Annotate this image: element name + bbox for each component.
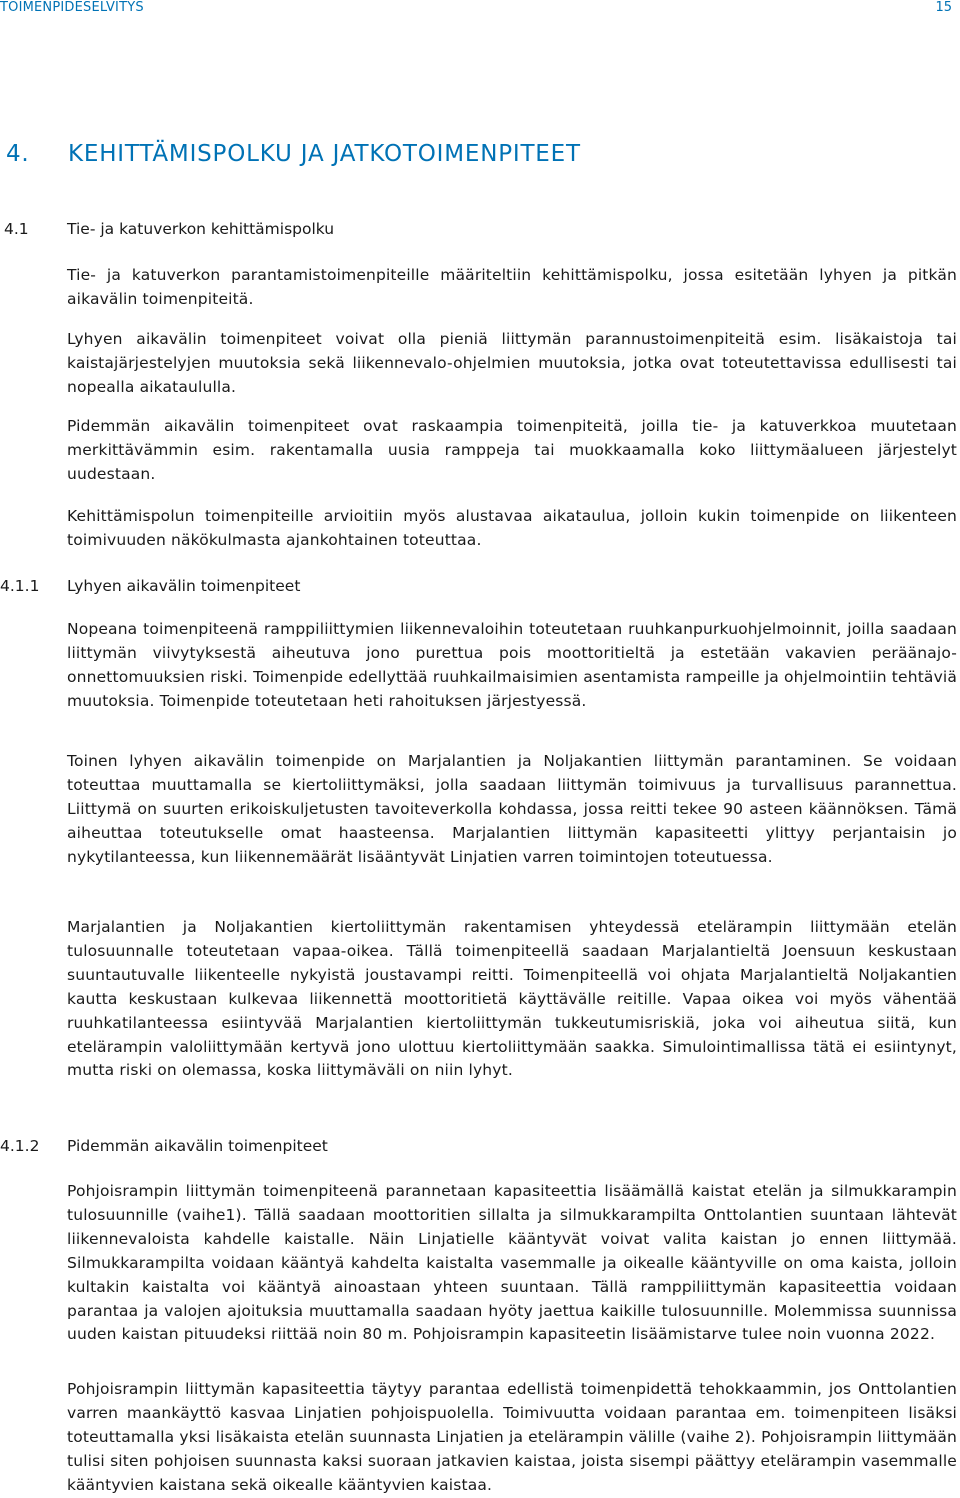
- paragraph: Marjalantien ja Noljakantien kiertoliittymän rakentamisen yhteydessä etelärampin liittymään etelän tulosuunnalle toteutetaan vapaa-oikea. Tällä toimenpiteellä saadaan Marjalantieltä Joensuun keskustaan suuntautuvalle liikenteelle nykyistä joustavampi reitti. Toimenpiteellä voi ohjata Marjalantieltä Noljakantien kautta keskustaan kulkevaa liikennettä moottoritietä käyttävälle reitille. Vapaa oikea voi myös vähentää ruuhkatilanteessa esiintyvää Marjalantien kiertoliittymän tukkeutumisriskiä, joka voi aiheutua siitä, kun etelärampin valoliittymään kertyvä jono ulottuu kiertoliittymään saakka. Simulointimallissa tätä ei esiintynyt, mutta riski on olemassa, koska liittymäväli on niin lyhyt.: [67, 918, 957, 1080]
- paragraph: Pohjoisrampin liittymän toimenpiteenä parannetaan kapasiteettia lisäämällä kaistat etelän ja silmukkarampin tulosuunnille (vaihe1). Tällä saadaan moottoritien sillalta ja silmukkarampilta Onttolantien suuntaan lähtevät liikennevaloista kahdelle kaistalle. Näin Linjatielle kääntyvät voivat valita kaistan jo ennen liittymää. Silmukkarampilta voidaan kääntyä kahdelta kaistalta vasemmalle ja oikealle kääntyville on oma kaista, jolloin kultakin kaistalta voi kääntyä ainoastaan yhteen suuntaan. Tällä ramppiliittymän kapasiteettia voidaan parantaa ja valojen ajoituksia muuttamalla saadaan hyöty jaettua kaikille tulosuunnille. Molemmissa suunnissa uuden kaistan pituudeksi riittää noin 80 m. Pohjoisrampin kapasiteetin lisäämistarve tulee noin vuonna 2022.: [67, 1182, 957, 1344]
- paragraph: Tie- ja katuverkon parantamistoimenpiteille määriteltiin kehittämispolku, jossa esitetään lyhyen ja pitkän aikavälin toimenpiteitä.: [67, 266, 957, 308]
- paragraph: Pidemmän aikavälin toimenpiteet ovat raskaampia toimenpiteitä, joilla tie- ja katuverkkoa muutetaan merkittävämmin esim. rakentamalla uusia ramppeja tai muokkaamalla koko liittymäalueen järjestelyt uudestaan.: [67, 417, 957, 483]
- chapter-heading: [6, 140, 581, 168]
- paragraph: Kehittämispolun toimenpiteille arvioitiin myös alustavaa aikataulua, jolloin kukin toimenpide on liikenteen toimivuuden näkökulmasta ajankohtainen toteuttaa.: [67, 507, 957, 549]
- section-number: 4.1.1: [0, 577, 40, 595]
- section-number: 4.1.2: [0, 1137, 40, 1155]
- section-heading-4-1-2: [0, 1136, 328, 1156]
- chapter-title: KEHITTÄMISPOLKU JA JATKOTOIMENPITEET: [68, 141, 581, 167]
- section-heading-4-1: [4, 219, 334, 239]
- chapter-number: 4.: [6, 141, 30, 167]
- section-number: 4.1: [4, 220, 29, 238]
- section-title: Tie- ja katuverkon kehittämispolku: [67, 220, 335, 238]
- section-title: Pidemmän aikavälin toimenpiteet: [67, 1137, 328, 1155]
- paragraph: Toinen lyhyen aikavälin toimenpide on Marjalantien ja Noljakantien liittymän parantaminen. Se voidaan toteuttaa muuttamalla se kiertoliittymäksi, jolla saadaan liittymän toimivuus ja turvallisuus parannettua. Liittymä on suurten erikoiskuljetusten tavoiteverkolla kohdassa, jossa reitti tekee 90 asteen käännöksen. Tämä aiheuttaa toteutukselle omat haasteensa. Marjalantien liittymän kapasiteetti ylittyy perjantaisin jo nykytilanteessa, kun liikennemäärät lisääntyvät Linjatien varren toimintojen toteutuessa.: [67, 752, 957, 866]
- page-number: 15: [935, 0, 952, 15]
- paragraph: Pohjoisrampin liittymän kapasiteettia täytyy parantaa edellistä toimenpidettä tehokkaammin, jos Onttolantien varren maankäyttö kasvaa Linjatien pohjoispuolella. Toimivuutta voidaan parantaa em. toimenpiteen lisäksi toteuttamalla yksi lisäkaista etelän suunnasta Linjatien ja etelärampin välille (vaihe 2). Pohjoisrampin liittymään tulisi siten pohjoisen suunnasta kaksi suoraan jatkavien kaistaa, joista sisempi päättyy etelärampin vasemmalle kääntyvien kaistana sekä oikealle kääntyvien kaistaa.: [67, 1380, 957, 1494]
- section-title: Lyhyen aikavälin toimenpiteet: [67, 577, 301, 595]
- paragraph: Nopeana toimenpiteenä ramppiliittymien liikennevaloihin toteutetaan ruuhkanpurkuohjelmoinnit, joilla saadaan liittymän viivytyksestä aiheutuva jono purettua pois moottoritieltä ja estetään vakavien peräänajo-onnettomuuksien riski. Toimenpide edellyttää ruuhkailmaisimien asentamista rampeille ja ohjelmointiin tehtäviä muutoksia. Toimenpide toteutetaan heti rahoituksen järjestyessä.: [67, 620, 957, 710]
- section-heading-4-1-1: [0, 576, 300, 596]
- running-header: TOIMENPIDESELVITYS: [0, 0, 144, 15]
- paragraph: Lyhyen aikavälin toimenpiteet voivat olla pieniä liittymän parannustoimenpiteitä esim. lisäkaistoja tai kaistajärjestelyjen muutoksia sekä liikennevalo-ohjelmien muutoksia, jotka ovat toteutettavissa edullisesti tai nopealla aikataululla.: [67, 330, 957, 396]
